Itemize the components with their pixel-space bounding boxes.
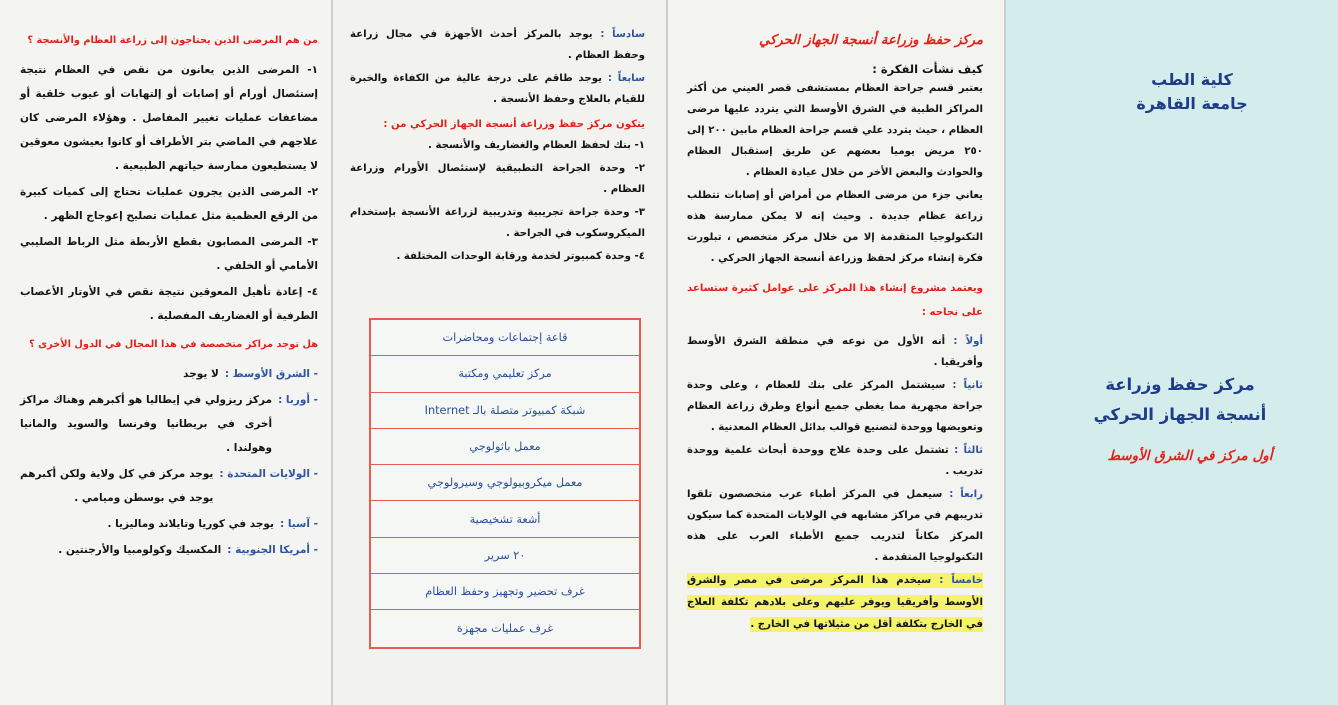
facility-cell: غرف عمليات مجهزة	[456, 622, 554, 636]
component-item-4: ٤- وحدة كمبيوتر لخدمة ورقابة الوحدات المختلفة .	[396, 251, 645, 262]
factor-1	[687, 331, 983, 373]
region-asia	[20, 512, 318, 536]
intro-item-7	[350, 68, 645, 110]
idea-paragraph-2: يعاني جزء من مرضى العظام من أمراض أو إصابات تتطلب زراعة عظام جديدة . وحيث إنه لا يمكن ممارسة هذه التكنولوجيا المتقدمة إلا من خلال مركز متخصص ، تبلورت فكرة إنشاء مركز لحفظ وزراعة أنسجة الجهاز الحركي .	[687, 190, 983, 264]
region-name: - الولايات المتحدة :	[219, 468, 318, 480]
component-item-1: ١- بنك لحفظ العظام والغضاريف والأنسجة .	[428, 140, 645, 151]
intro-label: سابعاً :	[607, 73, 645, 84]
facility-cell: مركز تعليمي ومكتبة	[371, 356, 639, 392]
component-item-3: ٣- وحدة جراحة تجريبية وتدريبية لزراعة الأنسجة بإستخدام الميكروسكوب في الجراحة .	[350, 207, 645, 239]
facility-cell: أشعة تشخيصية	[371, 501, 639, 537]
patient-item-4: ٤- إعادة تأهيل المعوقين نتيجة نقص في الأوتار الأعصاب الطرفية أو الغضاريف المفصلية .	[20, 286, 318, 322]
region-usa	[20, 462, 318, 510]
facility-cell: معمل باثولوجي	[371, 429, 639, 465]
university-block	[1092, 68, 1292, 116]
factor-text: تشتمل على وحدة علاج ووحدة أبحاث علمية ووحدة تدريب .	[687, 445, 983, 477]
panel-components	[332, 0, 667, 705]
region-text: مركز ريزولي في إيطاليا هو أكبرهم وهناك مراكز أخرى في بريطانيا وفرنسا والسويد والمانيا وهولندا .	[20, 394, 273, 454]
center-title: مركز حفظ وزراعة أنسجة الجهاز الحركي	[759, 33, 983, 48]
factor-text: سيخدم هذا المركز مرضى في مصر والشرق الأوسط وأفريقيا ويوفر عليهم وعلى بلادهم تكلفة العلاج في الخارج بتكلفة أقل من مثيلاتها في الخارج .	[687, 575, 983, 630]
panel-cover	[1005, 0, 1338, 705]
region-text: لا يوجد	[183, 368, 219, 380]
panel-about	[667, 0, 1005, 705]
idea-heading: كيف نشأت الفكرة :	[872, 62, 983, 76]
intro-item-6	[350, 24, 645, 66]
region-name: - أوربا :	[278, 394, 318, 406]
panel-patients	[0, 0, 332, 705]
fold-line	[1004, 0, 1006, 705]
factor-label: ثانياً :	[952, 380, 983, 391]
patients-heading: من هم المرضى الذين يحتاجون إلى زراعة العظام والأنسجة ؟	[27, 35, 318, 46]
university-name: جامعة القاهرة	[1136, 94, 1248, 113]
region-text: يوجد في كوريا وتايلاند وماليزيا .	[107, 518, 274, 530]
intro-text: يوجد بالمركز أحدث الأجهزة في مجال زراعة وحفظ العظام .	[350, 29, 645, 61]
fold-line	[331, 0, 333, 705]
region-text: المكسيك وكولومبيا والأرجنتين .	[58, 544, 222, 556]
component-item-2: ٢- وحدة الجراحة التطبيقية لإستئصال الأورام وزراعة العظام .	[350, 163, 645, 195]
fold-line	[666, 0, 668, 705]
factor-text: سيشتمل المركز على بنك للعظام ، وعلى وحدة جراحة مجهرية مما يغطي جميع أنواع وطرق زراعة العظام وتعويضها ووحدة لتصنيع قوالب بدائل العظام المعدنية .	[687, 380, 983, 433]
cover-title-line-2: أنسجة الجهاز الحركي	[1093, 405, 1267, 424]
factor-label: ثالثاً :	[954, 445, 983, 456]
intro-label: سادساً :	[600, 29, 645, 40]
facility-cell: غرف تحضير وتجهيز وحفظ العظام	[371, 574, 639, 610]
centers-heading: هل توجد مراكز متخصصة في هذا المجال في الدول الأخرى ؟	[29, 339, 318, 350]
factors-heading: ويعتمد مشروع إنشاء هذا المركز على عوامل كثيرة ستساعد على نجاحه :	[687, 283, 983, 318]
patient-item-3: ٣- المرضى المصابون بقطع الأربطة مثل الرباط الصليبي الأمامي أو الخلفي .	[20, 236, 318, 272]
patient-item-2: ٢- المرضى الذين يجرون عمليات تحتاج إلى كميات كبيرة من الرقع العظمية مثل عمليات تصليح إعوجاج الظهر .	[20, 186, 318, 222]
facility-cell: ٢٠ سرير	[371, 538, 639, 574]
intro-text: يوجد طاقم على درجة عالية من الكفاءة والخبرة للقيام بالعلاج وحفظ الأنسجة .	[350, 73, 645, 105]
region-name: - آسيا :	[279, 518, 318, 530]
factor-5-highlighted	[687, 570, 983, 636]
components-heading: يتكون مركز حفظ وزراعة أنسجة الجهاز الحركي من :	[383, 119, 645, 130]
patient-item-1: ١- المرضى الذين يعانون من نقص في العظام نتيجة إستئصال أورام أو إصابات أو إلتهابات أو عيوب خلقية أو مضاعفات عمليات تغيير المفاصل . وهؤلاء المرضى كان علاجهم في الماضي بتر الأطراف أو كانوا يعيشون معوقين لا يستطيعون ممارسة حياتهم الطبيعية .	[20, 64, 318, 172]
factor-text: أنه الأول من نوعه في منطقة الشرق الأوسط وأفريقيا .	[687, 336, 983, 368]
factor-label: أولاً :	[953, 336, 984, 347]
facility-cell: قاعة إجتماعات ومحاضرات	[371, 320, 639, 356]
factor-2	[687, 375, 983, 438]
factor-label: رابعاً :	[949, 489, 983, 500]
factor-label: خامساً :	[939, 575, 984, 586]
cover-title-line-1: مركز حفظ وزراعة	[1105, 375, 1255, 394]
region-south-america	[20, 538, 318, 562]
region-middle-east	[20, 362, 318, 386]
region-name: - الشرق الأوسط :	[224, 368, 318, 380]
idea-paragraph-1: يعتبر قسم جراحة العظام بمستشفى قصر العيني من أكثر المراكز الطبية في الشرق الأوسط التي يتردد عليها مرضى العظام ، حيث يتردد علي قسم جراحة العظام مابين ٢٠٠ إلى ٢٥٠ مريض يوميا بعضهم عن طريق إستقبال العظام والحوادث والبعض الأخر من خلال عيادة العظام .	[687, 83, 983, 178]
factor-4	[687, 484, 983, 568]
region-europe	[20, 388, 318, 460]
faculty-name: كلية الطب	[1151, 70, 1233, 89]
factor-3	[687, 440, 983, 482]
cover-title	[1045, 370, 1315, 430]
factor-text: سيعمل في المركز أطباء عرب متخصصون تلقوا تدريبهم في مراكز مشابهه في الولايات المتحدة كما سيكون المركز مكاناً لتدريب جميع الأطباء العرب على هذه التكنولوجيا المتقدمة .	[687, 489, 983, 563]
facilities-grid	[369, 318, 641, 649]
region-name: - أمريكا الجنوبية :	[227, 544, 318, 556]
region-text: يوجد مركز في كل ولاية ولكن أكبرهم يوجد في بوسطن وميامي .	[20, 468, 214, 504]
cover-tagline: أول مركز في الشرق الأوسط	[1107, 448, 1273, 464]
facility-cell: شبكة كمبيوتر متصلة بالـ Internet	[371, 393, 639, 429]
facility-cell: معمل ميكروبيولوجي وسيرولوجي	[371, 465, 639, 501]
